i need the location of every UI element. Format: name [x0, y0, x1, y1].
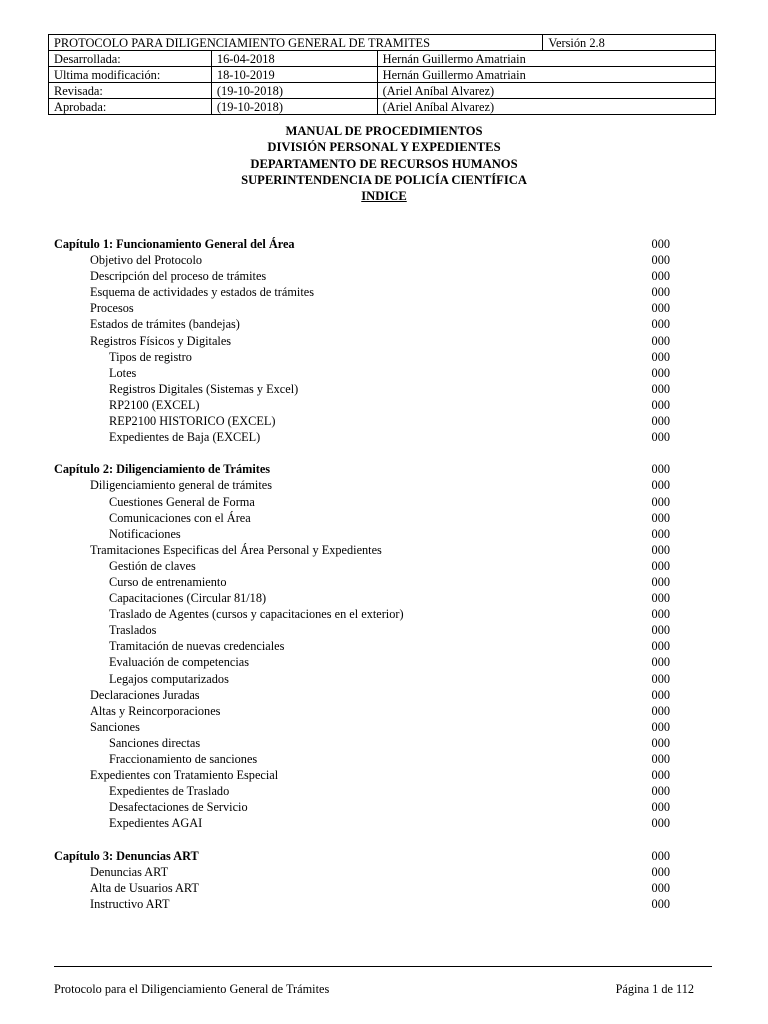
toc-entry-row[interactable]: [54, 590, 670, 606]
toc-page-number: 000: [651, 591, 670, 606]
toc-entry-label: Capítulo 2: Diligenciamiento de Trámites: [54, 462, 271, 477]
toc-entry-row[interactable]: [54, 526, 670, 542]
toc-entry-row[interactable]: [54, 687, 670, 703]
toc-chapter-row[interactable]: [54, 848, 670, 864]
toc-page-number: 000: [651, 623, 670, 638]
toc-entry-row[interactable]: [54, 638, 670, 654]
toc-page-number: 000: [651, 639, 670, 654]
toc-entry-row[interactable]: [54, 510, 670, 526]
toc-entry-label: Instructivo ART: [90, 896, 170, 911]
toc-entry-label: Capítulo 3: Denuncias ART: [54, 848, 199, 863]
toc-entry-row[interactable]: [54, 558, 670, 574]
toc-entry-label: Comunicaciones con el Área: [109, 510, 251, 525]
toc-entry-label: Expedientes de Traslado: [109, 784, 230, 799]
toc-page-number: 000: [651, 784, 670, 799]
toc-entry-label: Registros Físicos y Digitales: [90, 333, 232, 348]
document-title-block: [0, 123, 768, 204]
toc-page-number: 000: [651, 719, 670, 734]
toc-page-number: 000: [651, 768, 670, 783]
toc-entry-row[interactable]: [54, 429, 670, 445]
toc-page-number: 000: [651, 848, 670, 863]
toc-entry-label: Descripción del proceso de trámites: [90, 269, 267, 284]
toc-page-number: 000: [651, 655, 670, 670]
toc-page-number: 000: [651, 735, 670, 750]
toc-entry-row[interactable]: [54, 751, 670, 767]
toc-entry-row[interactable]: [54, 896, 670, 912]
toc-entry-label: Capacitaciones (Circular 81/18): [109, 591, 267, 606]
table-row: [49, 67, 716, 83]
toc-entry-row[interactable]: [54, 703, 670, 719]
toc-entry-label: Legajos computarizados: [109, 671, 229, 686]
toc-page-number: 000: [651, 237, 670, 251]
toc-entry-label: Sanciones: [90, 719, 140, 734]
row-person: Hernán Guillermo Amatriain: [377, 67, 715, 83]
toc-page-number: 000: [651, 430, 670, 445]
toc-entry-row[interactable]: [54, 622, 670, 638]
toc-page-number: 000: [651, 478, 670, 493]
toc-page-number: 000: [651, 269, 670, 284]
toc-entry-row[interactable]: [54, 252, 670, 268]
toc-entry-label: Declaraciones Juradas: [90, 687, 200, 702]
toc-page-number: 000: [651, 285, 670, 300]
table-row: [49, 99, 716, 115]
toc-entry-row[interactable]: [54, 719, 670, 735]
toc-entry-row[interactable]: [54, 268, 670, 284]
toc-entry-label: Expedientes AGAI: [109, 816, 203, 831]
toc-page-number: 000: [651, 301, 670, 316]
division-title: DIVISIÓN PERSONAL Y EXPEDIENTES: [267, 140, 501, 155]
row-label: Revisada:: [49, 83, 212, 99]
table-row: [49, 83, 716, 99]
document-control-table: [48, 34, 716, 115]
row-label: Ultima modificación:: [49, 67, 212, 83]
index-heading: INDICE: [361, 189, 407, 204]
toc-entry-row[interactable]: [54, 815, 670, 831]
row-date: 18-10-2019: [211, 67, 377, 83]
table-of-contents: [54, 236, 670, 912]
toc-spacer: [54, 831, 670, 847]
toc-entry-row[interactable]: [54, 333, 670, 349]
toc-page-number: 000: [651, 349, 670, 364]
toc-entry-row[interactable]: [54, 397, 670, 413]
toc-page-number: 000: [651, 752, 670, 766]
toc-entry-row[interactable]: [54, 413, 670, 429]
row-date: (19-10-2018): [211, 99, 377, 115]
toc-page-number: 000: [651, 462, 670, 477]
footer-document-title: Protocolo para el Diligenciamiento General de Trámites: [54, 982, 330, 996]
toc-entry-label: Altas y Reincorporaciones: [90, 703, 221, 718]
table-row: [49, 35, 716, 51]
toc-entry-label: Tramitación de nuevas credenciales: [109, 639, 285, 654]
toc-entry-label: Tramitaciones Especificas del Área Personal y Expedientes: [90, 542, 382, 557]
toc-entry-row[interactable]: [54, 606, 670, 622]
toc-page-number: 000: [651, 816, 670, 831]
toc-chapter-row[interactable]: [54, 461, 670, 477]
toc-page-number: 000: [651, 574, 670, 589]
toc-entry-row[interactable]: [54, 300, 670, 316]
row-person: (Ariel Aníbal Alvarez): [377, 99, 715, 115]
toc-entry-row[interactable]: [54, 880, 670, 896]
department-title: DEPARTAMENTO DE RECURSOS HUMANOS: [250, 156, 518, 171]
toc-entry-label: Fraccionamiento de sanciones: [109, 752, 258, 766]
toc-entry-label: Registros Digitales (Sistemas y Excel): [109, 381, 299, 396]
toc-entry-label: Expedientes con Tratamiento Especial: [90, 768, 279, 783]
toc-entry-label: Denuncias ART: [90, 864, 169, 879]
toc-page-number: 000: [651, 526, 670, 541]
toc-page-number: 000: [651, 365, 670, 380]
toc-entry-label: Traslado de Agentes (cursos y capacitaciones en el exterior): [109, 607, 404, 622]
toc-entry-row[interactable]: [54, 477, 670, 493]
toc-entry-label: Estados de trámites (bandejas): [90, 317, 240, 332]
toc-entry-label: Evaluación de competencias: [109, 655, 249, 670]
toc-entry-label: RP2100 (EXCEL): [109, 397, 200, 412]
toc-entry-row[interactable]: [54, 316, 670, 332]
toc-page-number: 000: [651, 896, 670, 911]
toc-spacer: [54, 445, 670, 461]
toc-entry-label: Tipos de registro: [109, 349, 192, 364]
toc-entry-label: Procesos: [90, 301, 134, 316]
toc-entry-row[interactable]: [54, 574, 670, 590]
toc-page-number: 000: [651, 800, 670, 815]
toc-page-number: 000: [651, 607, 670, 622]
toc-entry-label: Traslados: [109, 623, 157, 638]
toc-page-number: 000: [651, 414, 670, 429]
toc-page-number: 000: [651, 703, 670, 718]
row-label: Aprobada:: [49, 99, 212, 115]
toc-page-number: 000: [651, 864, 670, 879]
row-person: (Ariel Aníbal Alvarez): [377, 83, 715, 99]
toc-page-number: 000: [651, 317, 670, 332]
toc-page-number: 000: [651, 397, 670, 412]
toc-page-number: 000: [651, 558, 670, 573]
toc-entry-row[interactable]: [54, 671, 670, 687]
toc-entry-row[interactable]: [54, 365, 670, 381]
toc-page-number: 000: [651, 494, 670, 509]
toc-entry-label: Notificaciones: [109, 526, 181, 541]
toc-entry-row[interactable]: [54, 783, 670, 799]
row-person: Hernán Guillermo Amatriain: [377, 51, 715, 67]
toc-page-number: 000: [651, 381, 670, 396]
toc-entry-row[interactable]: [54, 542, 670, 558]
toc-entry-row[interactable]: [54, 349, 670, 365]
toc-chapter-row[interactable]: [54, 236, 670, 252]
toc-entry-label: Sanciones directas: [109, 735, 201, 750]
version-label: Versión 2.8: [543, 35, 716, 51]
toc-entry-label: Esquema de actividades y estados de trámites: [90, 285, 315, 300]
toc-entry-row[interactable]: [54, 381, 670, 397]
manual-title: MANUAL DE PROCEDIMIENTOS: [285, 124, 483, 138]
table-row: [49, 51, 716, 67]
toc-entry-label: Capítulo 1: Funcionamiento General del Área: [54, 237, 295, 251]
toc-entry-row[interactable]: [54, 767, 670, 783]
footer-divider: [54, 966, 712, 967]
toc-page-number: 000: [651, 333, 670, 348]
toc-entry-label: REP2100 HISTORICO (EXCEL): [109, 414, 276, 429]
toc-entry-row[interactable]: [54, 735, 670, 751]
row-date: 16-04-2018: [211, 51, 377, 67]
protocol-title: PROTOCOLO PARA DILIGENCIAMIENTO GENERAL DE TRAMITES: [49, 35, 543, 51]
row-date: (19-10-2018): [211, 83, 377, 99]
superintendency-title: SUPERINTENDENCIA DE POLICÍA CIENTÍFICA: [241, 172, 527, 187]
toc-entry-label: Curso de entrenamiento: [109, 574, 227, 589]
toc-page-number: 000: [651, 687, 670, 702]
toc-entry-row[interactable]: [54, 654, 670, 670]
toc-page-number: 000: [651, 880, 670, 895]
toc-entry-row[interactable]: [54, 494, 670, 510]
toc-entry-row[interactable]: [54, 864, 670, 880]
toc-entry-label: Gestión de claves: [109, 558, 196, 573]
toc-entry-label: Diligenciamiento general de trámites: [90, 478, 272, 493]
toc-entry-label: Expedientes de Baja (EXCEL): [109, 430, 261, 445]
toc-page-number: 000: [651, 510, 670, 525]
toc-entry-label: Alta de Usuarios ART: [90, 880, 199, 895]
toc-page-number: 000: [651, 253, 670, 268]
toc-entry-row[interactable]: [54, 799, 670, 815]
toc-page-number: 000: [651, 671, 670, 686]
toc-entry-label: Objetivo del Protocolo: [90, 253, 203, 268]
toc-page-number: 000: [651, 542, 670, 557]
row-label: Desarrollada:: [49, 51, 212, 67]
toc-entry-label: Cuestiones General de Forma: [109, 494, 255, 509]
toc-entry-row[interactable]: [54, 284, 670, 300]
toc-entry-label: Lotes: [109, 365, 137, 380]
footer-page-number: Página 1 de 112: [615, 982, 694, 996]
toc-entry-label: Desafectaciones de Servicio: [109, 800, 248, 815]
